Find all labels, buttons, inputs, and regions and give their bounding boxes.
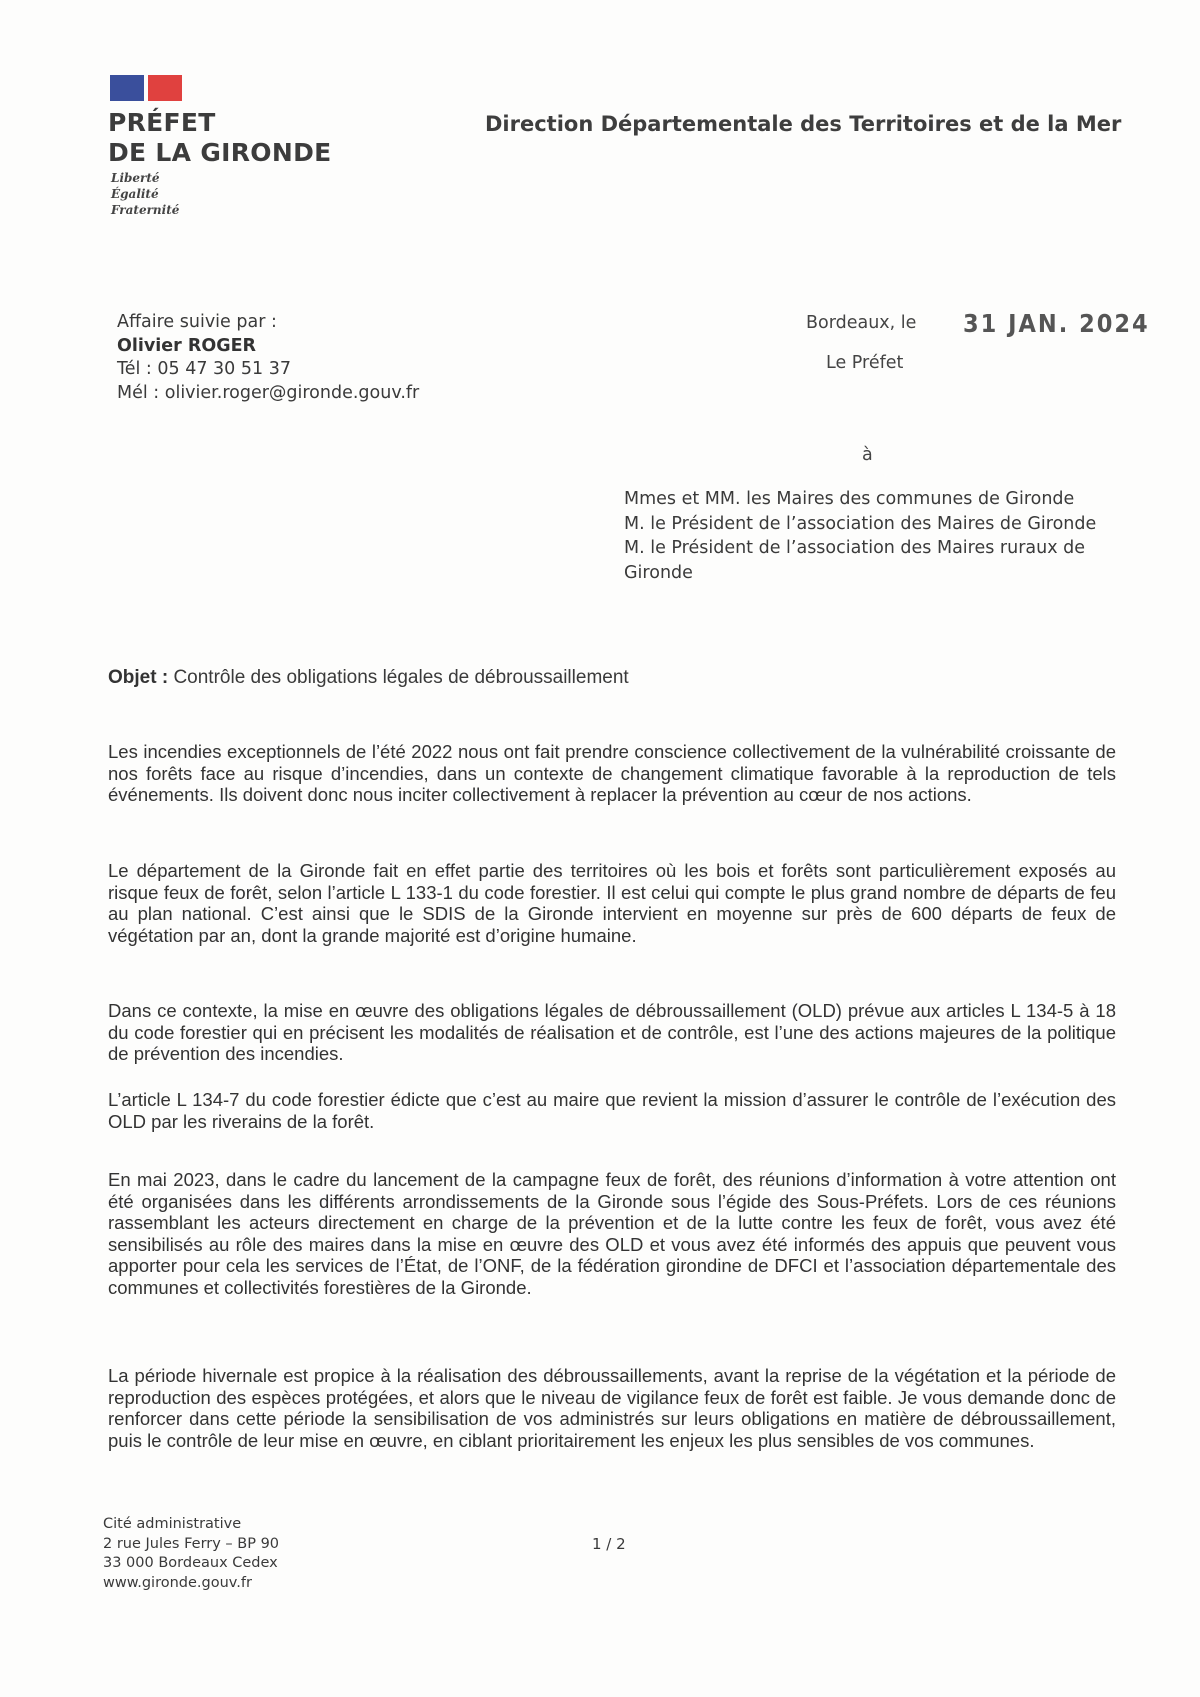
body-paragraph-3: Dans ce contexte, la mise en œuvre des obligations légales de débroussaillement (OLD) prévue aux articles L 134-5 à 18 du code forestier qui en précisent les modalités de réalisation et de contrôle, est l’une des actions majeures de la politique de prévention des incendies. xyxy=(108,1000,1116,1064)
place-label: Bordeaux, le xyxy=(806,313,917,333)
recipient-line: Mmes et MM. les Maires des communes de Gironde xyxy=(624,489,1075,509)
subject-line xyxy=(108,667,629,689)
motto-egalite: Égalité xyxy=(111,187,159,201)
body-paragraph-6: La période hivernale est propice à la réalisation des débroussaillements, avant la reprise de la végétation et la période de reproduction des espèces protégées, et alors que le niveau de vigilance feux de forêt est faible. Je vous demande donc de renforcer dans cette période la sensibilisation de vos administrés sur leurs obligations en matière de débroussaillement, puis le contrôle de leur mise en œuvre, en ciblant prioritairement les enjeux les plus sensibles de vos communes. xyxy=(108,1365,1116,1451)
body-paragraph-2: Le département de la Gironde fait en effet partie des territoires où les bois et forêts sont particulièrement exposés au risque feux de forêt, selon l’article L 133-1 du code forestier. Il est celui qui compte le plus grand nombre de départs de feu au plan national. C’est ainsi que le SDIS de la Gironde intervient en moyenne sur près de 600 départs de feux de végétation par an, dont la grande majorité est d’origine humaine. xyxy=(108,860,1116,946)
logo-title-line1: PRÉFET xyxy=(108,108,216,137)
footer-address-line: Cité administrative xyxy=(103,1516,242,1532)
contact-email: Mél : olivier.roger@gironde.gouv.fr xyxy=(117,382,420,403)
flag-blue-band xyxy=(110,75,144,101)
page-number: 1 / 2 xyxy=(592,1535,626,1553)
recipient-line: M. le Président de l’association des Maires de Gironde xyxy=(624,513,1097,534)
motto-fraternite: Fraternité xyxy=(111,203,180,217)
republic-motto xyxy=(111,170,179,218)
subject-label: Objet : xyxy=(108,667,169,688)
motto-liberte: Liberté xyxy=(111,171,160,185)
contact-label: Affaire suivie par : xyxy=(117,312,277,332)
contact-block xyxy=(117,311,419,405)
date-stamp: 31 JAN. 2024 xyxy=(963,309,1150,338)
to-label: à xyxy=(862,445,873,465)
department-title: Direction Départementale des Territoires et de la Mer xyxy=(485,112,1122,136)
body-paragraph-1: Les incendies exceptionnels de l’été 2022 nous ont fait prendre conscience collectivement de la vulnérabilité croissante de nos forêts face au risque d’incendies, dans un contexte de changement climatique favorable à la reproduction de tels événements. Ils doivent donc nous inciter collectivement à replacer la prévention au cœur de nos actions. xyxy=(108,741,1116,805)
footer-address-line: 33 000 Bordeaux Cedex xyxy=(103,1555,278,1571)
recipients-block xyxy=(624,487,1104,585)
subject-text: Contrôle des obligations légales de débroussaillement xyxy=(168,667,629,688)
recipient-line: M. le Président de l’association des Maires ruraux de Gironde xyxy=(624,538,1086,583)
logo-title-line2: DE LA GIRONDE xyxy=(108,138,332,167)
marianne-flag-icon xyxy=(110,75,182,101)
footer-address-line: 2 rue Jules Ferry – BP 90 xyxy=(103,1535,280,1552)
body-paragraph-5: En mai 2023, dans le cadre du lancement de la campagne feux de forêt, des réunions d’information à votre attention ont été organisées dans les différents arrondissements de la Gironde sous l’égide des Sous-Préfets. Lors de ces réunions rassemblant les acteurs directement en charge de la prévention et de la lutte contre les feux de forêt, vous avez été sensibilisés au rôle des maires dans la mise en œuvre des OLD et vous avez été informés des appuis que peuvent vous apporter pour cela les services de l’État, de l’ONF, de la fédération girondine de DFCI et l’association départementale des communes et collectivités forestières de la Gironde. xyxy=(108,1169,1116,1298)
footer-address xyxy=(103,1515,279,1593)
body-paragraph-4: L’article L 134-7 du code forestier édicte que c’est au maire que revient la mission d’assurer le contrôle de l’exécution des OLD par les riverains de la forêt. xyxy=(108,1089,1116,1132)
prefecture-logo-title xyxy=(108,108,332,168)
signer-title: Le Préfet xyxy=(826,353,904,373)
footer-website: www.gironde.gouv.fr xyxy=(103,1574,252,1591)
flag-red-band xyxy=(148,75,182,101)
contact-name: Olivier ROGER xyxy=(117,335,257,356)
contact-phone: Tél : 05 47 30 51 37 xyxy=(117,359,291,379)
